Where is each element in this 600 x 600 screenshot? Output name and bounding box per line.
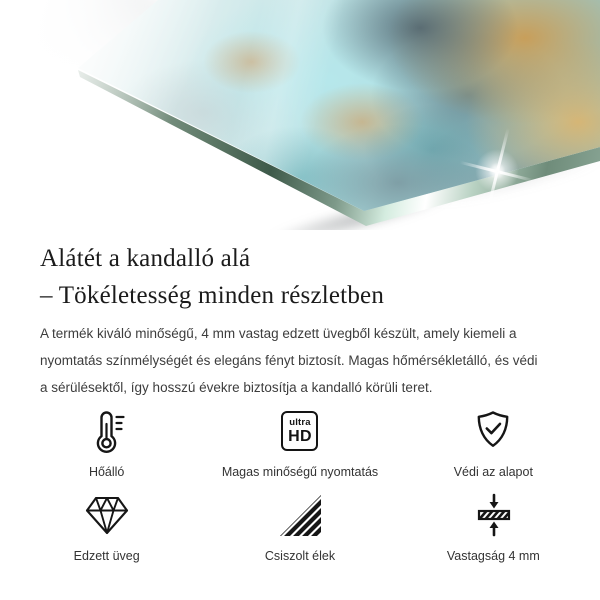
thickness-icon bbox=[471, 492, 515, 538]
feature-protects-base bbox=[397, 408, 590, 480]
features-grid bbox=[10, 408, 590, 564]
feature-label: Védi az alapot bbox=[453, 465, 533, 479]
feature-label: Hőálló bbox=[88, 465, 125, 479]
title-line-1: Alátét a kandalló alá bbox=[40, 245, 251, 272]
product-description: A termék kiváló minőségű, 4 mm vastag edzett üvegből készült, amely kiemeli a nyomtatás színmélységét és elegáns fényt biztosít. Magas hőmérsékletálló, és védi a sérülésektől, így hosszú évekre biztosítja a kandalló körüli teret. bbox=[40, 326, 538, 395]
title-line-2: – Tökéletesség minden részletben bbox=[40, 282, 385, 309]
uhd-text-ultra: ultra bbox=[289, 416, 311, 428]
feature-heat-resistant bbox=[10, 408, 203, 480]
feature-tempered-glass bbox=[10, 492, 203, 564]
polished-edges-icon bbox=[278, 492, 322, 538]
feature-label: Edzett üveg bbox=[73, 549, 140, 563]
page-title bbox=[40, 240, 560, 314]
thermometer-icon bbox=[85, 408, 129, 454]
product-photo bbox=[0, 0, 600, 230]
feature-thickness bbox=[397, 492, 590, 564]
photo-white-fade bbox=[0, 0, 600, 230]
feature-ultra-hd-print bbox=[203, 408, 396, 480]
ultra-hd-icon bbox=[281, 408, 318, 454]
feature-label: Magas minőségű nyomtatás bbox=[221, 465, 379, 479]
shield-check-icon bbox=[471, 408, 515, 454]
diamond-icon bbox=[83, 492, 131, 538]
uhd-text-hd: HD bbox=[288, 427, 312, 445]
feature-polished-edges bbox=[203, 492, 396, 564]
feature-label: Vastagság 4 mm bbox=[446, 549, 540, 563]
feature-label: Csiszolt élek bbox=[264, 549, 336, 563]
